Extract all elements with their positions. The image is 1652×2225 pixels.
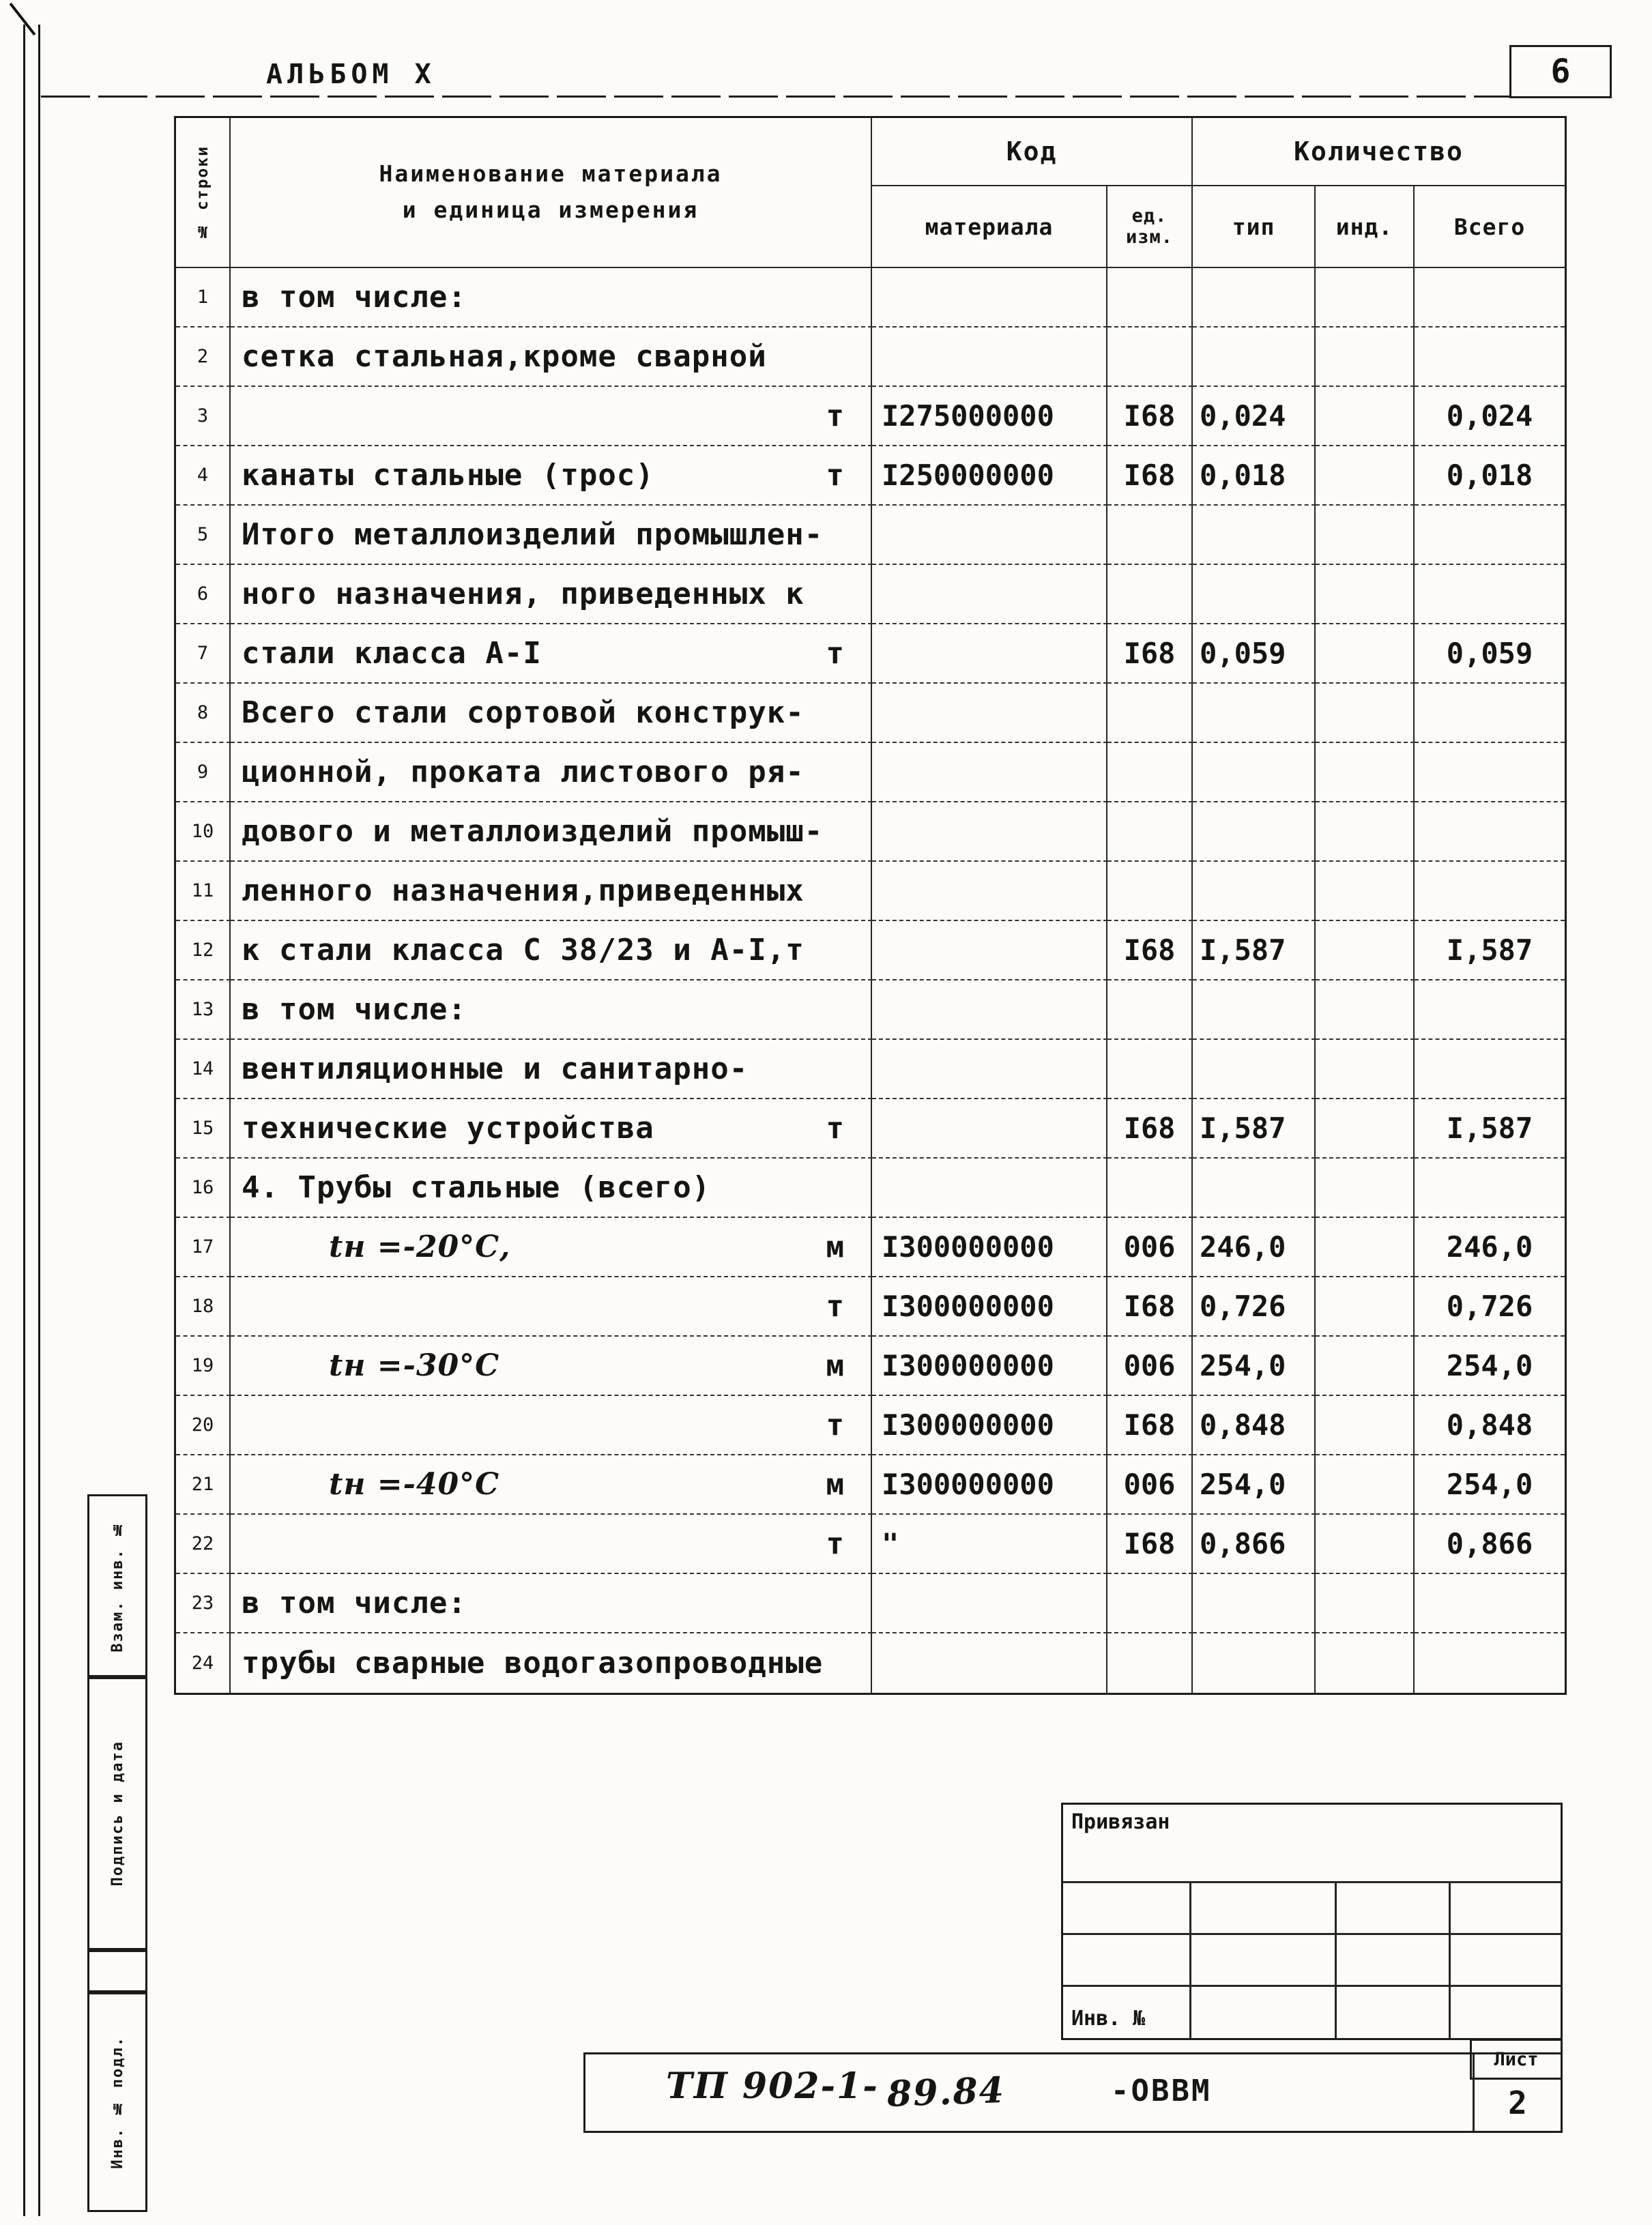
qty-type bbox=[1193, 1633, 1316, 1693]
material-code bbox=[872, 1040, 1107, 1099]
material-code: I275000000 bbox=[872, 387, 1107, 446]
qty-total: I,587 bbox=[1415, 921, 1565, 980]
unit-header-line2: изм. bbox=[1125, 227, 1174, 248]
material-name bbox=[231, 1099, 872, 1159]
row-number: 10 bbox=[176, 802, 231, 862]
qty-type: I,587 bbox=[1193, 1099, 1316, 1159]
qty-total bbox=[1415, 268, 1565, 328]
row-number: 15 bbox=[176, 1099, 231, 1159]
qty-type: 0,059 bbox=[1193, 624, 1316, 684]
privyazan-stamp bbox=[1061, 1803, 1563, 2040]
qty-total: 254,0 bbox=[1415, 1455, 1565, 1515]
row-number: 7 bbox=[176, 624, 231, 684]
unit-code bbox=[1107, 565, 1193, 624]
qty-type: 0,018 bbox=[1193, 446, 1316, 506]
qty-ind bbox=[1316, 506, 1415, 565]
material-name-text: дового и металлоизделий промыш- bbox=[242, 814, 824, 849]
table-row bbox=[176, 1159, 1565, 1218]
table-row bbox=[176, 921, 1565, 980]
margin-box-podpis bbox=[87, 1677, 147, 1950]
unit-code bbox=[1107, 1040, 1193, 1099]
stamp-hline-3 bbox=[1063, 1985, 1561, 1987]
material-code bbox=[872, 802, 1107, 862]
qty-type bbox=[1193, 980, 1316, 1040]
material-name bbox=[231, 1574, 872, 1633]
table-header bbox=[176, 118, 1565, 268]
column-header-type: тип bbox=[1193, 186, 1316, 268]
unit-code: 006 bbox=[1107, 1337, 1193, 1396]
unit-code: I68 bbox=[1107, 921, 1193, 980]
unit-code: I68 bbox=[1107, 1099, 1193, 1159]
qty-ind bbox=[1316, 802, 1415, 862]
page-number-box bbox=[1509, 45, 1612, 98]
table-row bbox=[176, 684, 1565, 743]
row-number: 11 bbox=[176, 862, 231, 921]
table-row bbox=[176, 565, 1565, 624]
material-code bbox=[872, 743, 1107, 802]
qty-ind bbox=[1316, 565, 1415, 624]
unit-code bbox=[1107, 980, 1193, 1040]
material-name-text: трубы сварные водогазопроводные bbox=[242, 1646, 824, 1681]
material-name bbox=[231, 328, 872, 387]
qty-ind bbox=[1316, 1633, 1415, 1693]
material-code: I300000000 bbox=[872, 1218, 1107, 1277]
qty-ind bbox=[1316, 684, 1415, 743]
qty-total bbox=[1415, 743, 1565, 802]
material-code: I250000000 bbox=[872, 446, 1107, 506]
unit-letter: т bbox=[826, 1289, 845, 1324]
material-name bbox=[231, 1633, 872, 1693]
material-name-text: в том числе: bbox=[242, 1586, 467, 1620]
column-header-name bbox=[231, 118, 872, 268]
material-name bbox=[231, 980, 872, 1040]
stamp-vline-1 bbox=[1189, 1881, 1191, 2038]
material-name bbox=[231, 1277, 872, 1337]
qty-ind bbox=[1316, 1337, 1415, 1396]
left-frame-line-inner bbox=[38, 25, 40, 2216]
qty-type: 0,848 bbox=[1193, 1396, 1316, 1455]
qty-type bbox=[1193, 684, 1316, 743]
unit-letter: т bbox=[826, 636, 845, 671]
material-name-text: Всего стали сортовой конструк- bbox=[242, 695, 805, 730]
material-name-text: сетка стальная,кроме сварной bbox=[242, 339, 767, 374]
qty-total bbox=[1415, 802, 1565, 862]
unit-code bbox=[1107, 1633, 1193, 1693]
qty-type bbox=[1193, 1574, 1316, 1633]
material-name-text: стали класса А-I bbox=[242, 636, 542, 671]
document-code-prefix: ТП 902-1- bbox=[666, 2065, 879, 2107]
material-code: I300000000 bbox=[872, 1277, 1107, 1337]
qty-type: 246,0 bbox=[1193, 1218, 1316, 1277]
material-code bbox=[872, 862, 1107, 921]
material-name-text: канаты стальные (трос) bbox=[242, 458, 654, 493]
qty-ind bbox=[1316, 268, 1415, 328]
unit-code bbox=[1107, 506, 1193, 565]
qty-total bbox=[1415, 1633, 1565, 1693]
row-number: 13 bbox=[176, 980, 231, 1040]
material-name bbox=[231, 1515, 872, 1574]
row-number: 24 bbox=[176, 1633, 231, 1693]
title-block bbox=[583, 2052, 1563, 2133]
table-row bbox=[176, 328, 1565, 387]
qty-ind bbox=[1316, 1159, 1415, 1218]
material-code bbox=[872, 565, 1107, 624]
table-row bbox=[176, 980, 1565, 1040]
unit-letter: т bbox=[826, 1526, 845, 1561]
qty-type: 254,0 bbox=[1193, 1455, 1316, 1515]
qty-type bbox=[1193, 268, 1316, 328]
material-name bbox=[231, 1337, 872, 1396]
stamp-vline-3 bbox=[1449, 1881, 1451, 2038]
material-name bbox=[231, 743, 872, 802]
page-number: 6 bbox=[1550, 53, 1571, 91]
material-name bbox=[231, 1396, 872, 1455]
qty-total bbox=[1415, 980, 1565, 1040]
row-number: 3 bbox=[176, 387, 231, 446]
name-header-line1: Наименование материала bbox=[379, 160, 723, 188]
unit-letter: т bbox=[826, 1408, 845, 1442]
document-code-fraction: 89.84 bbox=[886, 2069, 1006, 2115]
table-row bbox=[176, 268, 1565, 328]
unit-code: I68 bbox=[1107, 624, 1193, 684]
qty-type bbox=[1193, 328, 1316, 387]
column-group-code: Код bbox=[872, 118, 1193, 186]
material-name bbox=[231, 624, 872, 684]
table-row bbox=[176, 743, 1565, 802]
material-code: I300000000 bbox=[872, 1396, 1107, 1455]
qty-total bbox=[1415, 862, 1565, 921]
qty-total: 0,059 bbox=[1415, 624, 1565, 684]
table-row bbox=[176, 1455, 1565, 1515]
qty-ind bbox=[1316, 328, 1415, 387]
row-number: 12 bbox=[176, 921, 231, 980]
qty-ind bbox=[1316, 446, 1415, 506]
material-name bbox=[231, 387, 872, 446]
table-row bbox=[176, 1277, 1565, 1337]
row-number: 5 bbox=[176, 506, 231, 565]
table-row bbox=[176, 446, 1565, 506]
document-code bbox=[666, 2065, 1006, 2115]
materials-table-body bbox=[176, 268, 1565, 1693]
qty-type: 0,024 bbox=[1193, 387, 1316, 446]
material-code bbox=[872, 506, 1107, 565]
material-name bbox=[231, 802, 872, 862]
material-code bbox=[872, 624, 1107, 684]
table-row bbox=[176, 1337, 1565, 1396]
qty-type bbox=[1193, 565, 1316, 624]
corner-mark bbox=[10, 3, 36, 35]
qty-type bbox=[1193, 506, 1316, 565]
album-title: АЛЬБОМ X bbox=[266, 59, 436, 90]
table-row bbox=[176, 1218, 1565, 1277]
row-number: 22 bbox=[176, 1515, 231, 1574]
qty-ind bbox=[1316, 1277, 1415, 1337]
qty-total: 0,726 bbox=[1415, 1277, 1565, 1337]
table-row bbox=[176, 387, 1565, 446]
stamp-hline-2 bbox=[1063, 1933, 1561, 1935]
unit-code bbox=[1107, 862, 1193, 921]
unit-letter: т bbox=[826, 1111, 845, 1146]
materials-table bbox=[174, 116, 1567, 1695]
material-code bbox=[872, 980, 1107, 1040]
stamp-inv-label: Инв. № bbox=[1071, 2007, 1146, 2031]
material-name-text: вентиляционные и санитарно- bbox=[242, 1051, 749, 1086]
table-row bbox=[176, 862, 1565, 921]
qty-total bbox=[1415, 1159, 1565, 1218]
material-code: I300000000 bbox=[872, 1337, 1107, 1396]
material-name bbox=[231, 684, 872, 743]
table-row bbox=[176, 1099, 1565, 1159]
margin-label-inv: Инв. № подл. bbox=[108, 2035, 126, 2169]
unit-code bbox=[1107, 802, 1193, 862]
material-name bbox=[231, 268, 872, 328]
qty-type bbox=[1193, 1159, 1316, 1218]
material-name bbox=[231, 1218, 872, 1277]
qty-total bbox=[1415, 1040, 1565, 1099]
unit-code bbox=[1107, 268, 1193, 328]
qty-total: 0,866 bbox=[1415, 1515, 1565, 1574]
stamp-vline-2 bbox=[1335, 1881, 1337, 2038]
material-code: " bbox=[872, 1515, 1107, 1574]
column-header-row-number bbox=[176, 118, 231, 268]
unit-code: I68 bbox=[1107, 446, 1193, 506]
material-code bbox=[872, 1574, 1107, 1633]
table-row bbox=[176, 1396, 1565, 1455]
qty-total bbox=[1415, 1574, 1565, 1633]
table-row bbox=[176, 624, 1565, 684]
qty-total bbox=[1415, 506, 1565, 565]
material-name-text: ного назначения, приведенных к bbox=[242, 577, 805, 611]
row-number: 21 bbox=[176, 1455, 231, 1515]
material-name bbox=[231, 1159, 872, 1218]
unit-code bbox=[1107, 743, 1193, 802]
qty-total: 0,024 bbox=[1415, 387, 1565, 446]
unit-code bbox=[1107, 684, 1193, 743]
row-number: 9 bbox=[176, 743, 231, 802]
unit-code: I68 bbox=[1107, 387, 1193, 446]
row-number-header-label: № строки bbox=[194, 145, 212, 240]
qty-type bbox=[1193, 1040, 1316, 1099]
material-code: I300000000 bbox=[872, 1455, 1107, 1515]
material-name bbox=[231, 1040, 872, 1099]
margin-box-vzam bbox=[87, 1494, 147, 1677]
top-rule-line bbox=[41, 96, 1509, 98]
material-code bbox=[872, 921, 1107, 980]
unit-code bbox=[1107, 1574, 1193, 1633]
column-header-unit bbox=[1107, 186, 1193, 268]
column-header-ind: инд. bbox=[1316, 186, 1415, 268]
table-row bbox=[176, 506, 1565, 565]
qty-type bbox=[1193, 862, 1316, 921]
qty-type bbox=[1193, 743, 1316, 802]
column-header-material-code: материала bbox=[872, 186, 1107, 268]
qty-ind bbox=[1316, 1099, 1415, 1159]
row-number: 23 bbox=[176, 1574, 231, 1633]
sheet-number: 2 bbox=[1508, 2084, 1527, 2121]
privyazan-label: Привязан bbox=[1071, 1810, 1170, 1834]
unit-code: 006 bbox=[1107, 1455, 1193, 1515]
document-suffix: -ОВВМ bbox=[1111, 2074, 1212, 2108]
row-number: 19 bbox=[176, 1337, 231, 1396]
material-name-text: ленного назначения,приведенных bbox=[242, 873, 805, 908]
qty-ind bbox=[1316, 624, 1415, 684]
material-name bbox=[231, 446, 872, 506]
material-code bbox=[872, 328, 1107, 387]
qty-ind bbox=[1316, 1455, 1415, 1515]
stamp-hline-1 bbox=[1063, 1881, 1561, 1883]
qty-ind bbox=[1316, 921, 1415, 980]
material-name-text: в том числе: bbox=[242, 992, 467, 1027]
material-code bbox=[872, 1099, 1107, 1159]
column-group-quantity: Количество bbox=[1193, 118, 1565, 186]
qty-total bbox=[1415, 565, 1565, 624]
material-code bbox=[872, 268, 1107, 328]
material-name-text: tн =-30°С bbox=[329, 1348, 500, 1383]
column-header-total: Всего bbox=[1415, 186, 1565, 268]
material-name-text: ционной, проката листового ря- bbox=[242, 755, 805, 789]
row-number: 16 bbox=[176, 1159, 231, 1218]
unit-code: 006 bbox=[1107, 1218, 1193, 1277]
unit-code: I68 bbox=[1107, 1515, 1193, 1574]
unit-letter: м bbox=[826, 1467, 845, 1502]
qty-ind bbox=[1316, 1515, 1415, 1574]
qty-total: I,587 bbox=[1415, 1099, 1565, 1159]
row-number: 20 bbox=[176, 1396, 231, 1455]
material-code bbox=[872, 1159, 1107, 1218]
qty-ind bbox=[1316, 1218, 1415, 1277]
material-name-text: tн =-20°С, bbox=[329, 1230, 511, 1264]
material-name-text: Итого металлоизделий промышлен- bbox=[242, 517, 824, 552]
qty-ind bbox=[1316, 1040, 1415, 1099]
qty-ind bbox=[1316, 980, 1415, 1040]
table-row bbox=[176, 1574, 1565, 1633]
material-name-text: 4. Трубы стальные (всего) bbox=[242, 1170, 711, 1205]
margin-label-podpis: Подпись и дата bbox=[108, 1741, 126, 1887]
table-row bbox=[176, 1515, 1565, 1574]
unit-letter: м bbox=[826, 1348, 845, 1383]
qty-type: I,587 bbox=[1193, 921, 1316, 980]
unit-code: I68 bbox=[1107, 1277, 1193, 1337]
table-row bbox=[176, 802, 1565, 862]
qty-type bbox=[1193, 802, 1316, 862]
qty-type: 0,726 bbox=[1193, 1277, 1316, 1337]
unit-header-line1: ед. bbox=[1131, 205, 1168, 227]
margin-label-vzam: Взам. инв. № bbox=[108, 1519, 126, 1653]
qty-ind bbox=[1316, 862, 1415, 921]
qty-total: 0,018 bbox=[1415, 446, 1565, 506]
material-name bbox=[231, 862, 872, 921]
material-code bbox=[872, 1633, 1107, 1693]
name-header-line2: и единица измерения bbox=[402, 197, 699, 223]
unit-code bbox=[1107, 1159, 1193, 1218]
margin-box-inv bbox=[87, 1992, 147, 2212]
qty-type: 0,866 bbox=[1193, 1515, 1316, 1574]
qty-total: 246,0 bbox=[1415, 1218, 1565, 1277]
unit-letter: т bbox=[826, 398, 845, 433]
table-row bbox=[176, 1040, 1565, 1099]
row-number: 4 bbox=[176, 446, 231, 506]
material-name-text: tн =-40°С bbox=[329, 1467, 500, 1502]
row-number: 17 bbox=[176, 1218, 231, 1277]
unit-code bbox=[1107, 328, 1193, 387]
sheet-label: Лист bbox=[1494, 2048, 1539, 2070]
qty-ind bbox=[1316, 387, 1415, 446]
material-name-text: в том числе: bbox=[242, 280, 467, 315]
qty-ind bbox=[1316, 1396, 1415, 1455]
qty-total: 254,0 bbox=[1415, 1337, 1565, 1396]
qty-total: 0,848 bbox=[1415, 1396, 1565, 1455]
row-number: 1 bbox=[176, 268, 231, 328]
table-row bbox=[176, 1633, 1565, 1693]
qty-type: 254,0 bbox=[1193, 1337, 1316, 1396]
material-name bbox=[231, 506, 872, 565]
qty-total bbox=[1415, 684, 1565, 743]
qty-ind bbox=[1316, 743, 1415, 802]
unit-letter: м bbox=[826, 1230, 845, 1264]
material-name-text: технические устройства bbox=[242, 1111, 654, 1146]
row-number: 8 bbox=[176, 684, 231, 743]
row-number: 14 bbox=[176, 1040, 231, 1099]
unit-letter: т bbox=[826, 458, 845, 493]
row-number: 2 bbox=[176, 328, 231, 387]
unit-code: I68 bbox=[1107, 1396, 1193, 1455]
row-number: 18 bbox=[176, 1277, 231, 1337]
material-name bbox=[231, 1455, 872, 1515]
qty-total bbox=[1415, 328, 1565, 387]
material-name bbox=[231, 565, 872, 624]
qty-ind bbox=[1316, 1574, 1415, 1633]
material-code bbox=[872, 684, 1107, 743]
material-name bbox=[231, 921, 872, 980]
material-name-text: к стали класса С 38/23 и А-I,т bbox=[242, 933, 805, 968]
margin-box-empty bbox=[87, 1950, 147, 1992]
left-frame-line-outer bbox=[23, 25, 25, 2216]
row-number: 6 bbox=[176, 565, 231, 624]
